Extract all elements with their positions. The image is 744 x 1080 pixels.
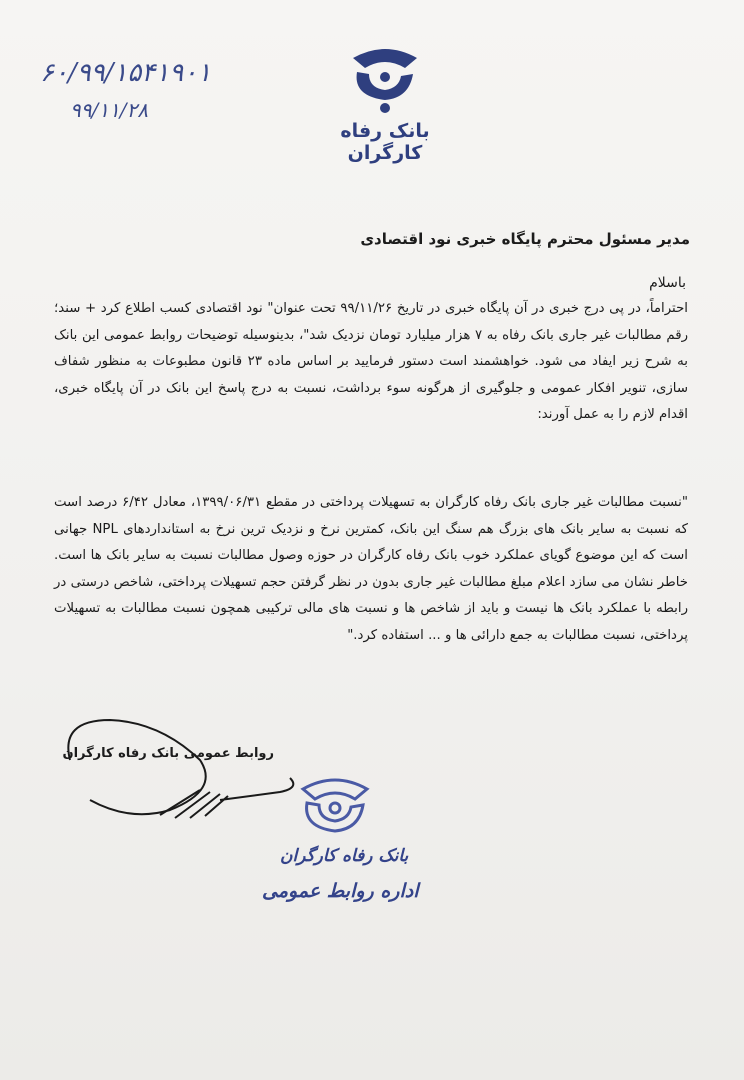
bank-letterhead [300,44,470,164]
handwritten-reference-number: ۶۰/۹۹/۱۵۴۱۹۰۱ [40,58,212,88]
letterhead-bank-name: بانک رفاه کارگران [340,120,430,164]
handwritten-date: ۹۹/۱۱/۲۸ [70,98,148,122]
stamp-department: اداره روابط عمومی [262,880,419,902]
stamp-logo-icon [290,775,380,845]
bank-logo-icon [345,44,425,114]
stamp-bank-name: بانک رفاه کارگران [280,846,409,866]
signatory-title: روابط عمومی بانک رفاه کارگران [62,746,274,761]
bank-stamp [255,775,415,849]
recipient-line: مدیر مسئول محترم پایگاه خبری نود اقتصادی [360,230,690,248]
greeting: باسلام [649,275,686,291]
letter-paragraph-2: "نسبت مطالبات غیر جاری بانک رفاه کارگران به تسهیلات پرداختی در مقطع ۱۳۹۹/۰۶/۳۱، معادل ۶/۴۲ درصد است که نسبت به سایر بانک های بزرگ هم سنگ این بانک، کمترین نرخ و نزدیک ترین نرخ به استانداردهای NPL جهانی است که این موضوع گویای عملکرد خوب بانک رفاه کارگران در حوزه وصول مطالبات نسبت به سایر بانک ها است. خاطر نشان می سازد اعلام مبلغ مطالبات غیر جاری بدون در نظر گرفتن حجم تسهیلات پرداختی، شاخص درستی در رابطه با عملکرد بانک ها نیست و باید از شاخص ها و نسبت های مالی ترکیبی همچون نسبت مطالبات به تسهیلات پرداختی، نسبت مطالبات به جمع دارائی ها و ... استفاده کرد." [54,495,688,643]
letter-paragraph-1: احتراماً، در پی درج خبری در آن پایگاه خبری در تاریخ ۹۹/۱۱/۲۶ تحت عنوان" نود اقتصادی کسب اطلاع کرد + سند؛ رقم مطالبات غیر جاری بانک رفاه به ۷ هزار میلیارد تومان نزدیک شد"، بدینوسیله توضیحات روابط عمومی این بانک به شرح زیر ایفاد می شود. خواهشمند است دستور فرمایید بر اساس ماده ۲۳ قانون مطبوعات به منظور شفاف سازی، تنویر افکار عمومی و جلوگیری از هرگونه سوء برداشت، نسبت به درج پاسخ این بانک در آن پایگاه خبری، اقدام لازم را به عمل آورند: [54,301,688,422]
